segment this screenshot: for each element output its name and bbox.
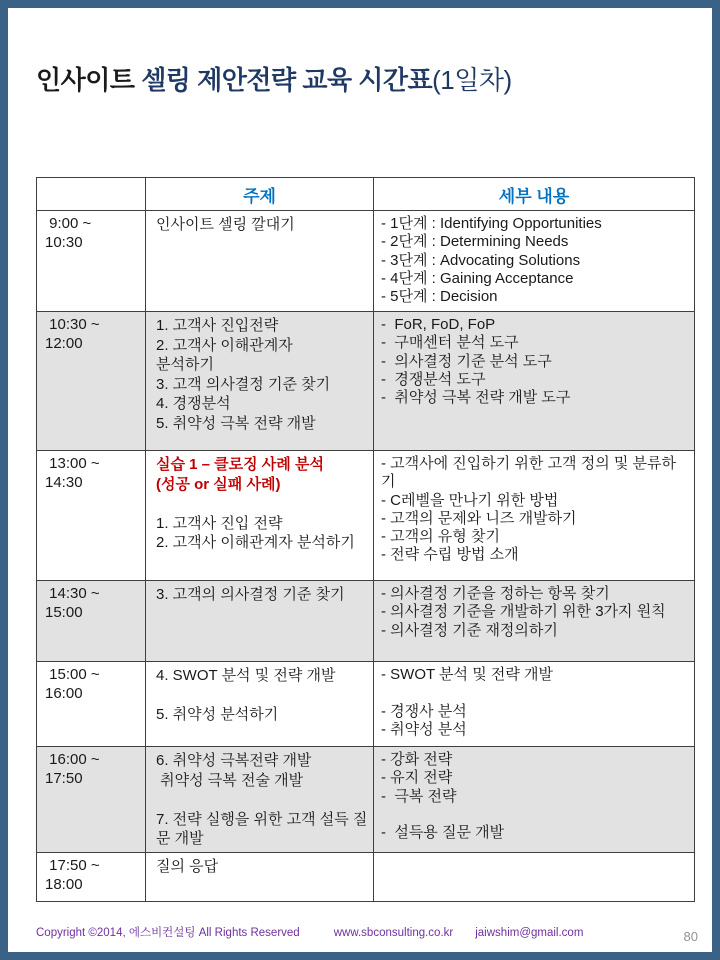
cell-line [156, 790, 369, 810]
time-cell [37, 581, 146, 662]
page-title-part2: 셀링 제안전략 교육 시간표 [134, 65, 433, 95]
cell-line: 15:00 [45, 603, 83, 621]
header-time [37, 178, 146, 211]
details-cell [374, 312, 695, 451]
cell-line: 실습 1 – 클로징 사례 분석 [156, 456, 324, 473]
time-cell [37, 312, 146, 451]
cell-line: - 유지 전략 [381, 769, 453, 787]
table-row [37, 747, 695, 853]
cell-line: - 고객의 유형 찾기 [381, 528, 500, 546]
cell-line: 인사이트 셀링 깔대기 [156, 216, 295, 233]
details-cell [374, 662, 695, 747]
cell-line: - 의사결정 기준을 정하는 항목 찾기 [381, 585, 610, 602]
details-cell [374, 581, 695, 662]
cell-line: 2. 고객사 이해관계자 [156, 336, 293, 354]
cell-line [156, 686, 369, 706]
cell-line: 2. 고객사 이해관계자 분석하기 [156, 534, 355, 551]
cell-line: 3. 고객 의사결정 기준 찾기 [156, 375, 331, 393]
cell-line: - SWOT 분석 및 전략 개발 [381, 666, 553, 683]
table-row [37, 451, 695, 581]
cell-line: - 취약성 분석 [381, 720, 467, 738]
topic-cell [146, 312, 374, 451]
cell-line [156, 494, 369, 514]
cell-line: 17:50 [45, 769, 83, 787]
cell-line: 18:00 [45, 875, 83, 893]
page-title-part1: 인사이트 [36, 65, 135, 95]
topic-cell [146, 662, 374, 747]
footer-email-link[interactable]: jaiwshim@gmail.com [475, 927, 584, 939]
cell-line: 5. 취약성 극복 전략 개발 [156, 414, 316, 432]
cell-line: - 1단계 : Identifying Opportunities [381, 215, 602, 232]
cell-line: - 5단계 : Decision [381, 288, 498, 306]
cell-line: 15:00 ~ [45, 666, 100, 683]
cell-line: 14:30 ~ [45, 585, 100, 602]
cell-line: 분석하기 [156, 356, 214, 373]
cell-line: 7. 전략 실행을 위한 고객 설득 질문 개발 [156, 810, 368, 847]
cell-line: 3. 고객의 의사결정 기준 찾기 [156, 586, 345, 603]
details-cell [374, 211, 695, 312]
page-title [36, 60, 512, 97]
cell-line: - 4단계 : Gaining Acceptance [381, 269, 574, 287]
cell-line: - 고객의 문제와 니즈 개발하기 [381, 509, 577, 527]
table-row [37, 662, 695, 747]
cell-line: 4. SWOT 분석 및 전략 개발 [156, 667, 336, 684]
time-cell [37, 451, 146, 581]
topic-cell [146, 581, 374, 662]
time-cell [37, 662, 146, 747]
cell-line: - 취약성 극복 전략 개발 도구 [381, 389, 571, 407]
footer [36, 924, 676, 940]
cell-line: - 2단계 : Determining Needs [381, 233, 569, 251]
cell-line: 14:30 [45, 473, 83, 491]
cell-line: - 강화 전략 [381, 751, 453, 768]
cell-line: 10:30 ~ [45, 316, 100, 333]
cell-line: 17:50 ~ [45, 857, 100, 874]
cell-line: - 경쟁사 분석 [381, 702, 467, 720]
cell-line: - 극복 전략 [381, 787, 457, 805]
cell-line: - 구매센터 분석 도구 [381, 334, 519, 352]
cell-line: 9:00 ~ [45, 215, 92, 232]
cell-line [381, 806, 690, 824]
table-row [37, 853, 695, 902]
cell-line: - 고객사에 진입하기 위한 고객 정의 및 분류하기 [381, 455, 676, 491]
cell-line: (성공 or 실패 사례) [156, 475, 281, 493]
page-number: 80 [683, 929, 698, 944]
cell-line: 16:00 [45, 684, 83, 702]
time-cell [37, 211, 146, 312]
table-row [37, 211, 695, 312]
header-details: 세부 내용 [374, 178, 695, 211]
details-cell [374, 747, 695, 853]
details-cell [374, 451, 695, 581]
table-row [37, 581, 695, 662]
topic-cell [146, 853, 374, 902]
cell-line: 16:00 ~ [45, 751, 100, 768]
cell-line: 6. 취약성 극복전략 개발 [156, 752, 312, 769]
cell-line: - 3단계 : Advocating Solutions [381, 251, 581, 269]
cell-line [381, 684, 690, 702]
topic-cell [146, 211, 374, 312]
cell-line: 1. 고객사 진입전략 [156, 317, 279, 334]
schedule-body [37, 211, 695, 902]
cell-line: 10:30 [45, 233, 83, 251]
time-cell [37, 853, 146, 902]
cell-line: - 전략 수립 방법 소개 [381, 546, 519, 564]
cell-line: - 의사결정 기준을 개발하기 위한 3가지 원칙 [381, 603, 666, 621]
cell-line: 5. 취약성 분석하기 [156, 706, 279, 723]
cell-line: - 설득용 질문 개발 [381, 824, 505, 842]
cell-line: - 의사결정 기준 재정의하기 [381, 621, 558, 639]
topic-cell [146, 451, 374, 581]
footer-copyright: Copyright ©2014, 에스비컨설팅 All Rights Reserved [36, 927, 300, 939]
cell-line: 13:00 ~ [45, 455, 100, 472]
cell-line: - 의사결정 기준 분석 도구 [381, 352, 552, 370]
schedule-table [36, 177, 695, 902]
cell-line: 취약성 극복 전술 개발 [156, 771, 304, 789]
cell-line: 질의 응답 [156, 858, 219, 875]
header-topic: 주제 [146, 178, 374, 211]
footer-website-link[interactable]: www.sbconsulting.co.kr [333, 927, 454, 939]
slide [8, 8, 712, 952]
cell-line: 12:00 [45, 334, 83, 352]
details-cell [374, 853, 695, 902]
cell-line: - FoR, FoD, FoP [381, 316, 496, 333]
table-header-row [37, 178, 695, 211]
cell-line: - C레벨을 만나기 위한 방법 [381, 491, 559, 509]
time-cell [37, 747, 146, 853]
page-title-part3: (1일차) [432, 65, 512, 95]
cell-line: 1. 고객사 진입 전략 [156, 514, 283, 532]
cell-line: 4. 경쟁분석 [156, 395, 231, 412]
topic-cell [146, 747, 374, 853]
table-row [37, 312, 695, 451]
cell-line: - 경쟁분석 도구 [381, 370, 486, 388]
